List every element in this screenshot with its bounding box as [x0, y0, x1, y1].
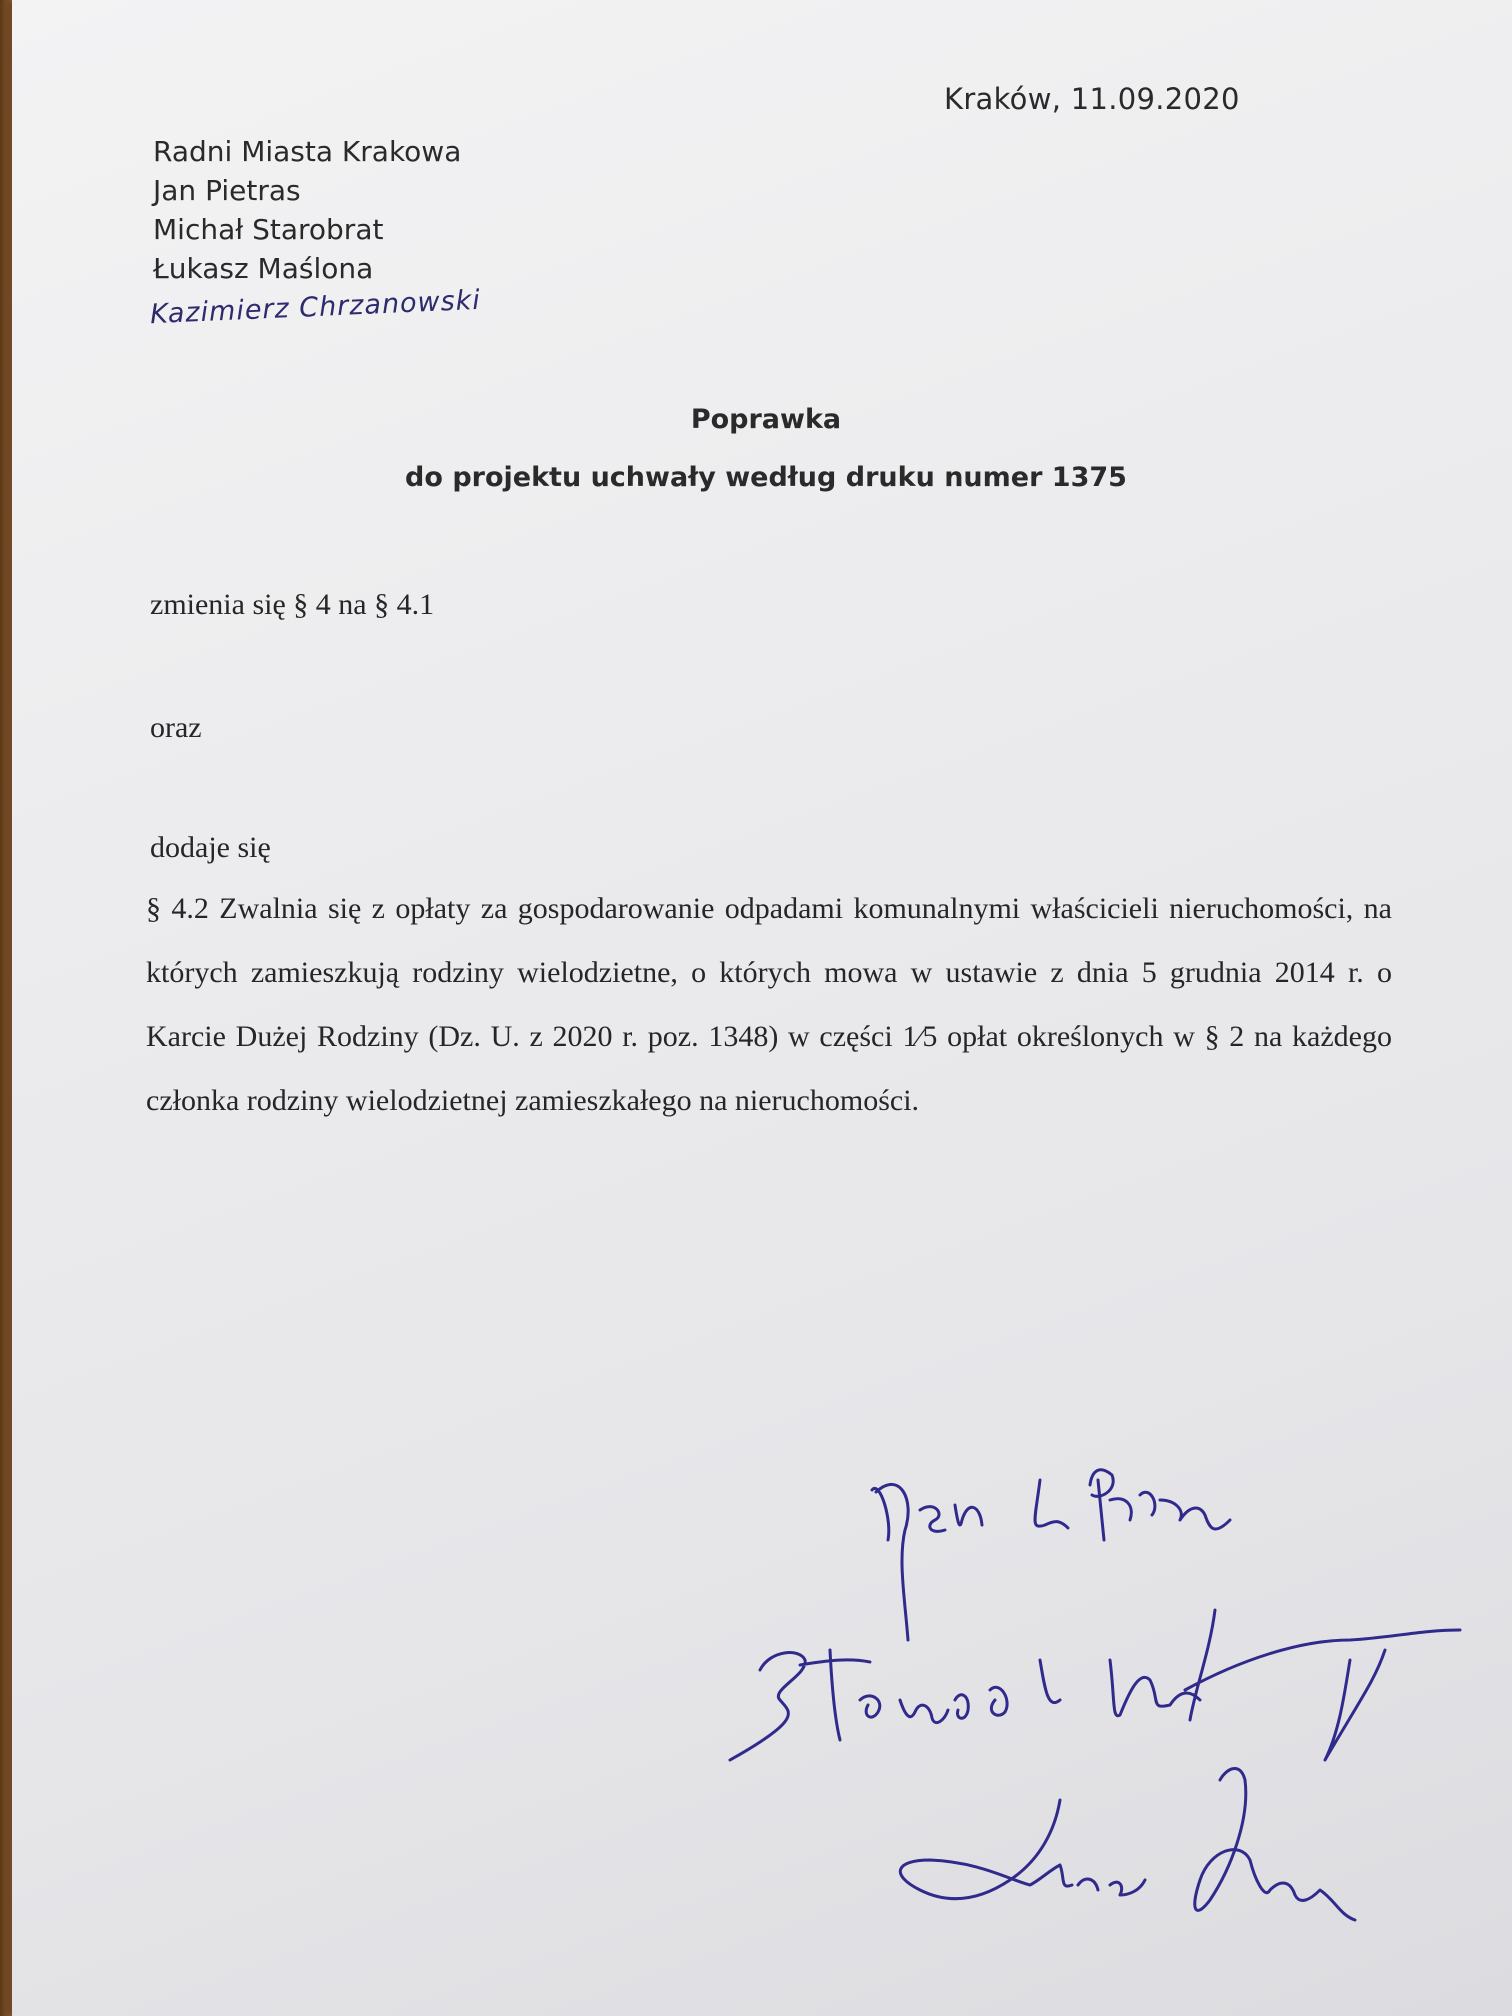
amendment-paragraph: § 4.2 Zwalnia się z opłaty za gospodarowanie odpadami komunalnymi właścicieli nieruchomości, na których zamieszkują rodziny wielodzietne, o których mowa w ustawie z dnia 5 grudnia 2014 r. o Karcie Dużej Rodziny (Dz. U. z 2020 r. poz. 1348) w części 1⁄5 opłat określonych w § 2 na każdego członka rodziny wielodzietnej zamieszkałego na nieruchomości.: [146, 892, 1392, 1117]
document-title: Poprawka: [690, 404, 842, 435]
add-clause: dodaje się: [150, 831, 271, 864]
document-subtitle: do projektu uchwały według druku numer 1375: [405, 462, 1127, 493]
author-name: Michał Starobrat: [153, 213, 384, 246]
change-clause: zmienia się § 4 na § 4.1: [150, 588, 435, 621]
author-name: Jan Pietras: [153, 174, 301, 207]
author-name: Łukasz Maślona: [153, 252, 374, 285]
handwritten-author-name: Kazimierz Chrzanowski: [149, 284, 482, 331]
place-date: Kraków, 11.09.2020: [944, 82, 1240, 116]
authors-block: [153, 132, 461, 288]
authors-heading: Radni Miasta Krakowa: [153, 135, 462, 168]
conjunction: oraz: [150, 711, 202, 744]
